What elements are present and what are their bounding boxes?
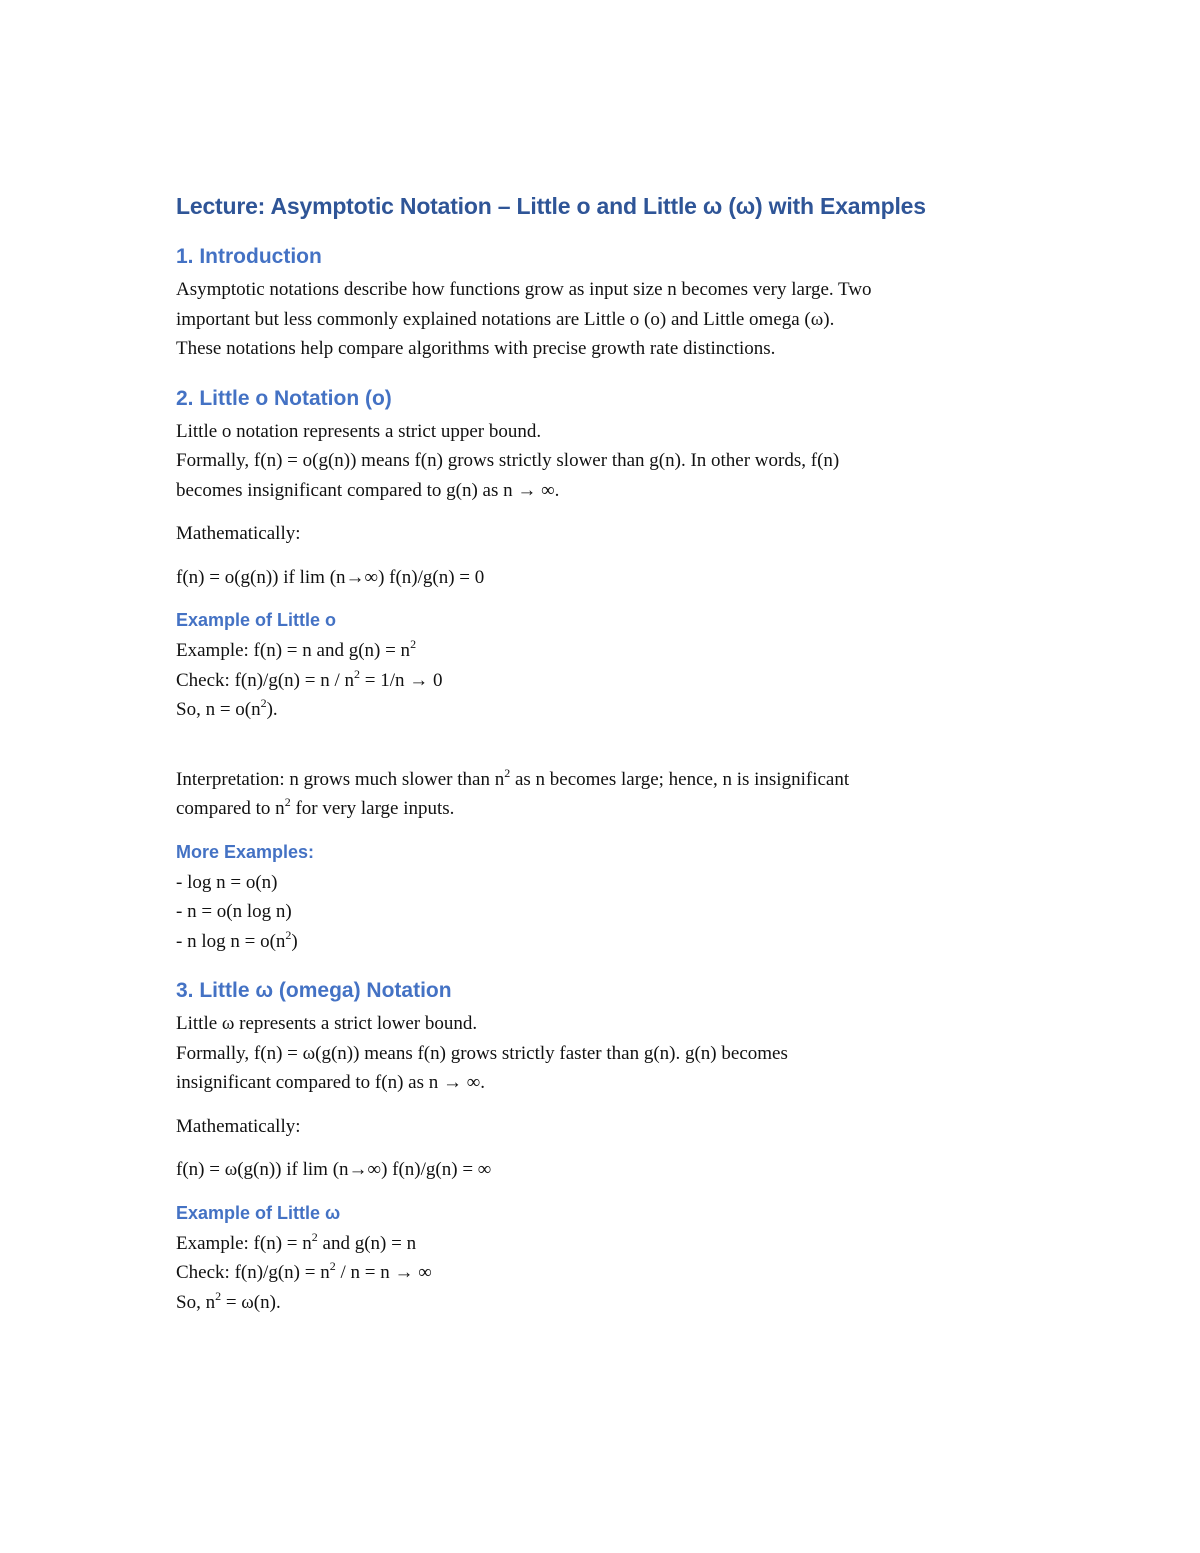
- example-line: Check: $f(n)/g(n) = n / n^2 = 1/n \to 0$: [176, 666, 443, 691]
- example-line: So, $n = o(n^2)$.: [176, 696, 278, 720]
- section-heading-introduction: 1. Introduction: [176, 245, 322, 268]
- section-heading-little-o: 2. Little o Notation (o): [176, 386, 392, 410]
- little-omega-line: Formally, f(n) = ω(g(n)) means f(n) grows strictly faster than g(n). g(n) becomes: [176, 1042, 788, 1064]
- list-item: - log n = o(n): [176, 871, 278, 893]
- interpretation-line: Interpretation: n grows much slower than $n^2$ as n becomes large; hence, n is insignificant: [176, 765, 850, 790]
- math-label: Mathematically:: [176, 523, 301, 544]
- document-page: [176, 188, 1076, 1317]
- subheading-more-examples: More Examples:: [176, 841, 315, 862]
- little-omega-line: insignificant compared to f(n) as n → ∞.: [176, 1072, 486, 1093]
- math-label: Mathematically:: [176, 1115, 301, 1137]
- little-o-line: Little o notation represents a strict upper bound.: [176, 420, 542, 442]
- intro-line: These notations help compare algorithms with precise growth rate distinctions.: [176, 338, 776, 359]
- intro-line: important but less commonly explained notations are Little o (o) and Little omega (ω).: [176, 308, 835, 330]
- intro-line: Asymptotic notations describe how functions grow as input size n becomes very large. Two: [176, 279, 872, 300]
- example-line: Check: $f(n)/g(n) = n^2 / n = n$ → ∞: [176, 1259, 432, 1283]
- example-line: Example: f(n) = n and $g(n) = n^2$: [176, 637, 417, 661]
- little-omega-line: Little ω represents a strict lower bound.: [176, 1013, 478, 1034]
- little-o-line: becomes insignificant compared to g(n) as n → ∞.: [176, 479, 560, 501]
- example-line: Example: $f(n) = n^2$ and g(n) = n: [176, 1229, 417, 1254]
- subheading-example-little-o: Example of Little o: [176, 610, 337, 630]
- list-item: - n $\log n = o(n^2)$: [176, 927, 298, 952]
- little-o-formula: f(n) = o(g(n)) if lim (n→∞) f(n)/g(n) = 0: [176, 566, 485, 588]
- list-item: - n = o(n log n): [176, 901, 292, 922]
- little-omega-formula: f(n) = ω(g(n)) if lim (n→∞) f(n)/g(n) = ∞: [176, 1159, 492, 1180]
- subheading-example-little-omega: Example of Little ω: [176, 1202, 341, 1223]
- interpretation-line: compared to $n^2$ for very large inputs.: [176, 795, 455, 819]
- example-line: So, $n^2 = \omega(n)$.: [176, 1288, 281, 1313]
- section-heading-little-omega: 3. Little ω (omega) Notation: [176, 979, 452, 1002]
- document-title: Lecture: Asymptotic Notation – Little o and Little ω (ω) with Examples: [176, 193, 926, 219]
- little-o-line: Formally, f(n) = o(g(n)) means f(n) grows strictly slower than g(n). In other words, f(n): [176, 450, 840, 471]
